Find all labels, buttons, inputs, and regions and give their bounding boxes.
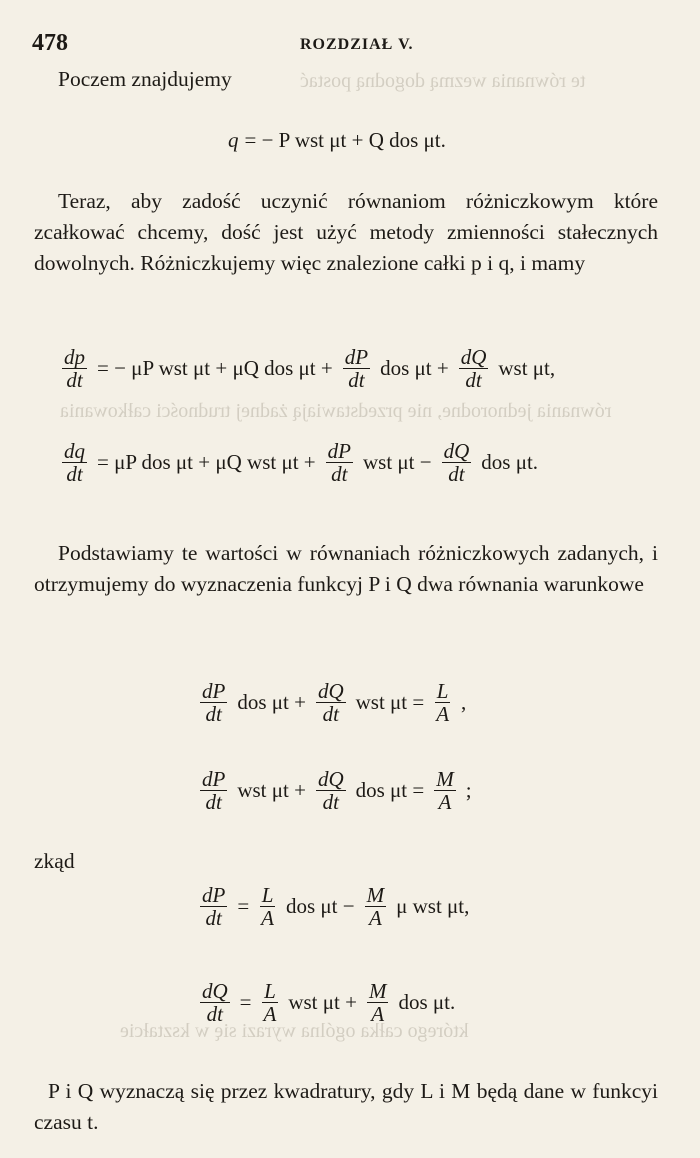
frac-num: L [436, 679, 449, 703]
equation [196, 884, 475, 929]
fraction [434, 768, 456, 813]
frac-den: dt [465, 368, 482, 392]
paragraph [34, 186, 658, 279]
frac-den: A [261, 906, 274, 930]
equation-term: = μP dos μt + μQ wst μt + [97, 450, 316, 474]
frac-den: dt [331, 462, 348, 486]
equation-rhs: = − P wst μt + Q dos μt. [244, 128, 446, 152]
fraction [200, 768, 227, 813]
fraction [442, 440, 472, 485]
paragraph-text: Poczem znajdujemy [58, 67, 232, 91]
fraction [262, 980, 279, 1025]
equation-term: wst μt + [288, 990, 357, 1014]
frac-den: A [368, 906, 382, 930]
running-head: ROZDZIAŁ V. [300, 36, 414, 53]
fraction [316, 768, 346, 813]
fraction [326, 440, 353, 485]
frac-den: dt [205, 790, 222, 814]
fraction [62, 440, 87, 485]
paragraph [34, 1076, 658, 1138]
frac-den: dt [66, 368, 83, 392]
equation-term: wst μt = [355, 690, 425, 714]
frac-num: dQ [317, 767, 344, 791]
frac-num: dQ [443, 439, 470, 463]
fraction [200, 884, 227, 929]
paragraph [58, 64, 658, 95]
frac-den: dt [205, 906, 222, 930]
fraction [62, 346, 87, 391]
paragraph-text: Teraz, aby zadość uczynić równaniom różniczkowym które zcałkować chcemy, dość jest użyć metody zmienności stałecznych dowolnych. Różniczkujemy więc znalezione całki p i q, i mamy [34, 189, 658, 275]
frac-num: dP [327, 439, 351, 463]
equation-term: , [461, 690, 467, 714]
equation-term: = [239, 990, 252, 1014]
fraction [343, 346, 370, 391]
equation-term: μ wst μt, [396, 894, 470, 918]
frac-den: dt [448, 462, 465, 486]
frac-num: L [264, 979, 276, 1003]
frac-den: A [371, 1002, 385, 1026]
equation-term: dos μt = [355, 778, 425, 802]
frac-num: M [366, 883, 385, 907]
frac-num: M [436, 767, 454, 791]
equation-term: wst μt, [498, 356, 556, 380]
paragraph-text: P i Q wyznaczą się przez kwadratury, gdy L i M będą dane w funkcyi czasu t. [34, 1079, 658, 1134]
fraction [259, 884, 276, 929]
equation [58, 440, 544, 485]
paragraph-text: zkąd [34, 849, 75, 873]
equation-term: wst μt − [362, 450, 432, 474]
equation-term: dos μt. [398, 990, 456, 1014]
frac-num: dQ [460, 345, 487, 369]
equation [58, 346, 561, 391]
equation-lhs: q [228, 128, 239, 152]
equation [196, 768, 478, 813]
frac-num: dP [202, 767, 226, 791]
fraction [365, 884, 387, 929]
frac-den: dt [348, 368, 365, 392]
equation [228, 128, 452, 153]
frac-num: L [261, 883, 274, 907]
fraction [434, 680, 451, 725]
frac-num: dP [202, 883, 226, 907]
frac-den: A [436, 702, 450, 726]
bleed-through-decoration: równania jednorodne, nie przedstawiają żadnej trudności całkowania [60, 400, 612, 422]
equation-term: wst μt + [237, 778, 306, 802]
equation-term: = − μP wst μt + μQ dos μt + [97, 356, 333, 380]
frac-den: A [438, 790, 452, 814]
equation-term: dos μt + [380, 356, 449, 380]
paragraph [34, 538, 658, 600]
page-number: 478 [32, 30, 68, 56]
fraction [200, 680, 227, 725]
frac-num: dq [64, 439, 85, 463]
paragraph-text: Podstawiamy te wartości w równaniach różniczkowych zadanych, i otrzymujemy do wyznaczenia funkcyj P i Q dwa równania warunkowe [34, 541, 658, 596]
equation [196, 680, 472, 725]
fraction [367, 980, 389, 1025]
bleed-through-decoration: którego całka ogólna wyrazi się w kształcie [120, 1020, 469, 1042]
fraction [459, 346, 489, 391]
equation-term: dos μt − [286, 894, 355, 918]
page-header [32, 30, 660, 56]
frac-den: dt [322, 702, 339, 726]
equation [196, 980, 461, 1025]
equation-term: dos μt. [481, 450, 539, 474]
frac-den: dt [205, 702, 222, 726]
frac-num: dP [202, 679, 226, 703]
frac-num: dQ [317, 679, 344, 703]
equation-term: dos μt + [237, 690, 306, 714]
equation-term: = [237, 894, 250, 918]
equation-term: ; [465, 778, 472, 802]
frac-num: dQ [202, 979, 228, 1003]
frac-num: M [368, 979, 387, 1003]
frac-num: dp [64, 345, 85, 369]
frac-den: dt [66, 462, 83, 486]
frac-den: dt [206, 1002, 223, 1026]
fraction [316, 680, 346, 725]
bleed-through-decoration: te równania wezmą dogodną postać [300, 70, 586, 92]
frac-den: dt [322, 790, 339, 814]
paragraph [34, 846, 234, 877]
frac-den: A [263, 1002, 277, 1026]
frac-num: dP [344, 345, 369, 369]
fraction [200, 980, 230, 1025]
